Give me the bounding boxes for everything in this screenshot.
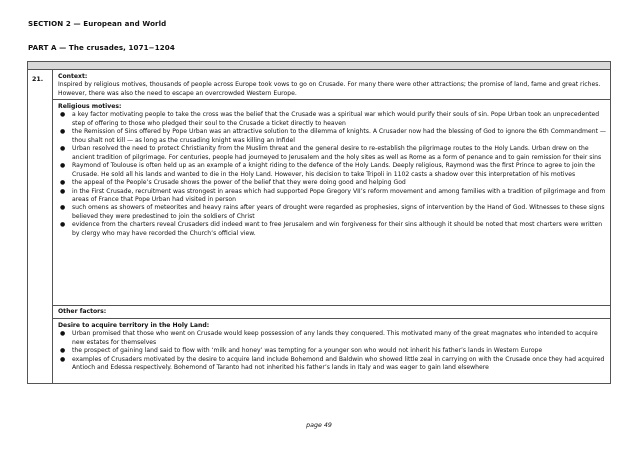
bullet-icon: ● [60, 179, 66, 187]
section-title: SECTION 2 — European and World [28, 19, 167, 28]
marking-table [27, 61, 611, 384]
list-item: ● the appeal of the People’s Crusade shows the power of the belief that they were doing good and helping God [60, 179, 406, 187]
religious-motives-heading: Religious motives: [58, 103, 122, 110]
context-cell [53, 70, 611, 100]
territory-list [58, 330, 607, 372]
list-item: ● the Remission of Sins offered by Pope Urban was an attractive solution to the dilemma of knights. A Crusader now had the blessing of God to ignore the 6th Commandment — thou shalt not kill — as long as the crusading knight was killing an Infidel [60, 128, 607, 144]
territory-heading: Desire to acquire territory in the Holy Land: [58, 322, 210, 329]
page-number: page 49 [306, 422, 332, 429]
question-number-column [28, 70, 53, 384]
bullet-icon: ● [60, 204, 66, 212]
list-item: ● in the First Crusade, recruitment was strongest in areas which had supported Pope Gregory VII’s reform movement and among families with a tradition of pilgrimage and from areas of France that Pope Urban had visited in person [60, 187, 606, 203]
context-heading: Context: [58, 73, 88, 80]
list-item: ● evidence from the charters reveal Crusaders did indeed want to free Jerusalem and win forgiveness for their sins although it should be noted that most charters were written by clergy who may have recorded the Church’s official view. [60, 221, 603, 237]
other-factors-cell [53, 306, 611, 319]
list-item: ● the prospect of gaining land said to flow with ‘milk and honey’ was tempting for a younger son who would not inherit his father’s lands in Western Europe [60, 347, 543, 355]
territory-cell [53, 319, 611, 384]
question-number: 21. [32, 76, 44, 83]
religious-motives-cell [53, 100, 611, 306]
bullet-icon: ● [60, 355, 66, 363]
list-item: ● Urban resolved the need to protect Christianity from the Muslim threat and the general desire to re-establish the pilgrimage routes to the Holy Lands. Urban drew on the ancient tradition of pilgrimage. For centuries, people had journeyed to Jerusalem and the holy sites as well as Rome as a form of penance and to gain remission for their sins [60, 145, 602, 161]
bullet-icon: ● [60, 221, 66, 229]
list-item: ● Raymond of Toulouse is often held up as an example of a knight riding to the defence of the Holy Lands. Deeply religious, Raymond was the first Prince to agree to join the Crusade. He sold all his lands and wanted to die in the Holy Land. However, his decision to take Tripoli in 1102 casts a shadow over this interpretation of his motives [60, 162, 595, 178]
list-item: ● examples of Crusaders motivated by the desire to acquire land include Bohemond and Baldwin who showed little zeal in carrying on with the Crusade once they had acquired Antioch and Edessa respectively. Bohemond of Taranto had not inherited his father’s lands in Italy and was eager to gain land elsewhere [60, 355, 605, 372]
table-header-bar [28, 62, 610, 70]
list-item: ● such omens as showers of meteorites and heavy rains after years of drought were regarded as prophesies, signs of intervention by the Hand of God. Witnesses to these signs believed they were predestined to join the soldiers of Christ [60, 204, 605, 220]
other-factors-heading: Other factors: [58, 308, 107, 315]
bullet-icon: ● [60, 145, 66, 153]
religious-motives-list [58, 111, 607, 238]
list-item: ● a key factor motivating people to take the cross was the belief that the Crusade was a spiritual war which would purify their souls of sin. Pope Urban took an unprecedented step of offering to those who pledged their soul to the Crusade a ticket directly to heaven [60, 111, 600, 127]
bullet-icon: ● [60, 162, 66, 170]
part-title: PART A — The crusades, 1071−1204 [28, 43, 175, 52]
bullet-icon: ● [60, 330, 66, 338]
bullet-icon: ● [60, 111, 66, 119]
bullet-icon: ● [60, 128, 66, 136]
bullet-icon: ● [60, 347, 66, 355]
bullet-icon: ● [60, 187, 66, 195]
list-item: ● Urban promised that those who went on Crusade would keep possession of any lands they conquered. This motivated many of the great magnates who intended to acquire new estates for themselves [60, 330, 598, 346]
context-text: Inspired by religious motives, thousands of people across Europe took vows to go on Crusade. For many there were other attractions; the promise of land, fame and great riches. However, there was also the need to escape an overcrowded Western Europe. [58, 81, 601, 97]
